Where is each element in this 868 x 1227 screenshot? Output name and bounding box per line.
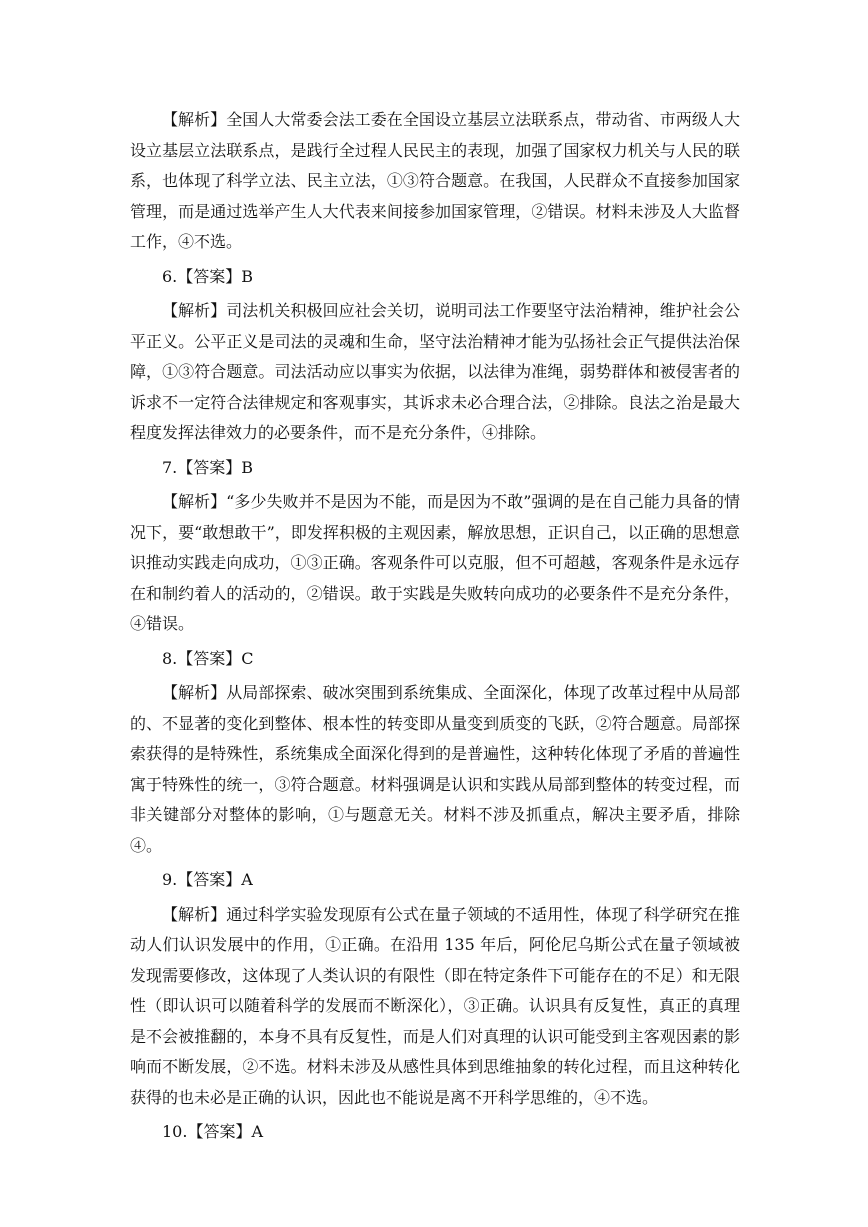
analysis-q7: 【解析】“多少失败并不是因为不能，而是因为不敢”强调的是在自己能力具备的情况下，要“敢想敢干”，即发挥积极的主观因素，解放思想，正识自己，以正确的思想意识推动实践走向成功，①③正确。客观条件可以克服，但不可超越，客观条件是永远存在和制约着人的活动的，②错误。敢于实践是失败转向成功的必要条件不是充分条件，④错误。 — [130, 492, 740, 633]
document-page — [130, 105, 740, 1148]
analysis-q5: 【解析】全国人大常委会法工委在全国设立基层立法联系点，带动省、市两级人大设立基层立法联系点，是践行全过程人民民主的表现，加强了国家权力机关与人民的联系，也体现了科学立法、民主立法，①③符合题意。在我国，人民群众不直接参加国家管理，而是通过选举产生人大代表来间接参加国家管理，②错误。材料未涉及人大监督工作，④不选。 — [130, 110, 740, 251]
answer-q8: 8.【答案】C — [162, 648, 254, 668]
analysis-q6: 【解析】司法机关积极回应社会关切，说明司法工作要坚守法治精神，维护社会公平正义。公平正义是司法的灵魂和生命，坚守法治精神才能为弘扬社会正气提供法治保障，①③符合题意。司法活动应以事实为依据，以法律为准绳，弱势群体和被侵害者的诉求不一定符合法律规定和客观事实，其诉求未必合理合法，②排除。良法之治是最大程度发挥法律效力的必要条件，而不是充分条件，④排除。 — [130, 301, 740, 442]
answer-q6: 6.【答案】B — [162, 266, 254, 286]
answer-q10: 10.【答案】A — [162, 1122, 264, 1141]
answer-q9: 9.【答案】A — [162, 870, 253, 889]
analysis-q8: 【解析】从局部探索、破冰突围到系统集成、全面深化，体现了改革过程中从局部的、不显著的变化到整体、根本性的转变即从量变到质变的飞跃，②符合题意。局部探索获得的是特殊性，系统集成全面深化得到的是普遍性，这种转化体现了矛盾的普遍性寓于特殊性的统一，③符合题意。材料强调是认识和实践从局部到整体的转变过程，而非关键部分对整体的影响，①与题意无关。材料不涉及抓重点，解决主要矛盾，排除④。 — [130, 683, 740, 855]
answer-q7: 7.【答案】B — [162, 457, 254, 477]
analysis-q9: 【解析】通过科学实验发现原有公式在量子领域的不适用性，体现了科学研究在推动人们认识发展中的作用，①正确。在沿用 135 年后，阿伦尼乌斯公式在量子领域被发现需要修改，这体现了人类认识的有限性（即在特定条件下可能存在的不足）和无限性（即认识可以随着科学的发展而不断深化），③正确。认识具有反复性，真正的真理是不会被推翻的，本身不具有反复性，而是人们对真理的认识可能受到主客观因素的影响而不断发展，②不选。材料未涉及从感性具体到思维抽象的转化过程，而且这种转化获得的也未必是正确的认识，因此也不能说是离不开科学思维的，④不选。 — [130, 904, 740, 1107]
